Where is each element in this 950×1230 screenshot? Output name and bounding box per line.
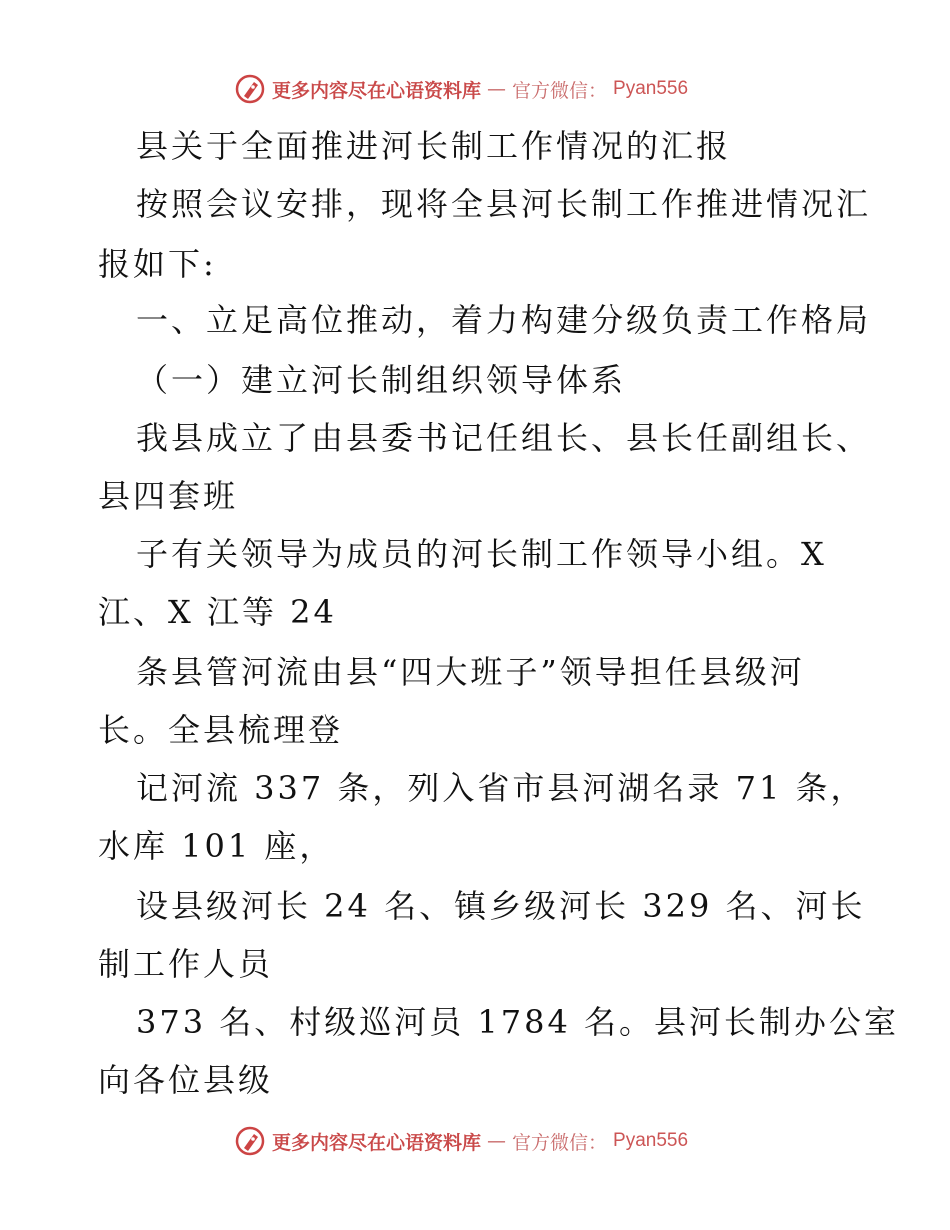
- section-heading: 一、立足高位推动，着力构建分级负责工作格局: [136, 301, 872, 339]
- watermark-separator: —: [487, 1130, 507, 1152]
- watermark-wechat-label: 官方微信：: [512, 79, 608, 102]
- watermark-banner-bottom: [234, 1124, 688, 1158]
- watermark-wechat-id: Pyan556: [613, 1130, 689, 1151]
- paragraph-line: 报如下:: [98, 245, 217, 283]
- watermark-wechat-label: 官方微信：: [512, 1131, 608, 1154]
- paragraph-line: 条县管河流由县“四大班子”领导担任县级河: [136, 653, 805, 691]
- paragraph-line: 记河流 337 条，列入省市县河湖名录 71 条，: [136, 769, 866, 807]
- paragraph-line: 我县成立了由县委书记任组长、县长任副组长、: [136, 419, 872, 457]
- watermark-banner-top: [234, 72, 688, 106]
- pen-nib-logo-icon: [234, 73, 266, 105]
- paragraph-line: 向各位县级: [98, 1061, 274, 1099]
- paragraph-line: 子有关领导为成员的河长制工作领导小组。X: [136, 535, 827, 573]
- watermark-wechat-id: Pyan556: [613, 78, 689, 99]
- paragraph-line: 按照会议安排，现将全县河长制工作推进情况汇: [136, 185, 872, 223]
- document-title: 县关于全面推进河长制工作情况的汇报: [136, 127, 732, 165]
- paragraph-line: 水库 101 座，: [98, 827, 335, 865]
- watermark-separator: —: [487, 78, 507, 100]
- pen-nib-logo-icon: [234, 1125, 266, 1157]
- paragraph-line: 县四套班: [98, 477, 239, 515]
- paragraph-line: 长。全县梳理登: [98, 711, 344, 749]
- paragraph-line: 设县级河长 24 名、镇乡级河长 329 名、河长: [136, 887, 866, 925]
- paragraph-line: 373 名、村级巡河员 1784 名。县河长制办公室: [136, 1003, 900, 1041]
- paragraph-line: 制工作人员: [98, 945, 274, 983]
- watermark-brand: 更多内容尽在心语资料库: [272, 1131, 482, 1154]
- subsection-heading: （一）建立河长制组织领导体系: [136, 361, 627, 399]
- watermark-brand: 更多内容尽在心语资料库: [272, 79, 482, 102]
- paragraph-line: 江、X 江等 24: [98, 593, 337, 631]
